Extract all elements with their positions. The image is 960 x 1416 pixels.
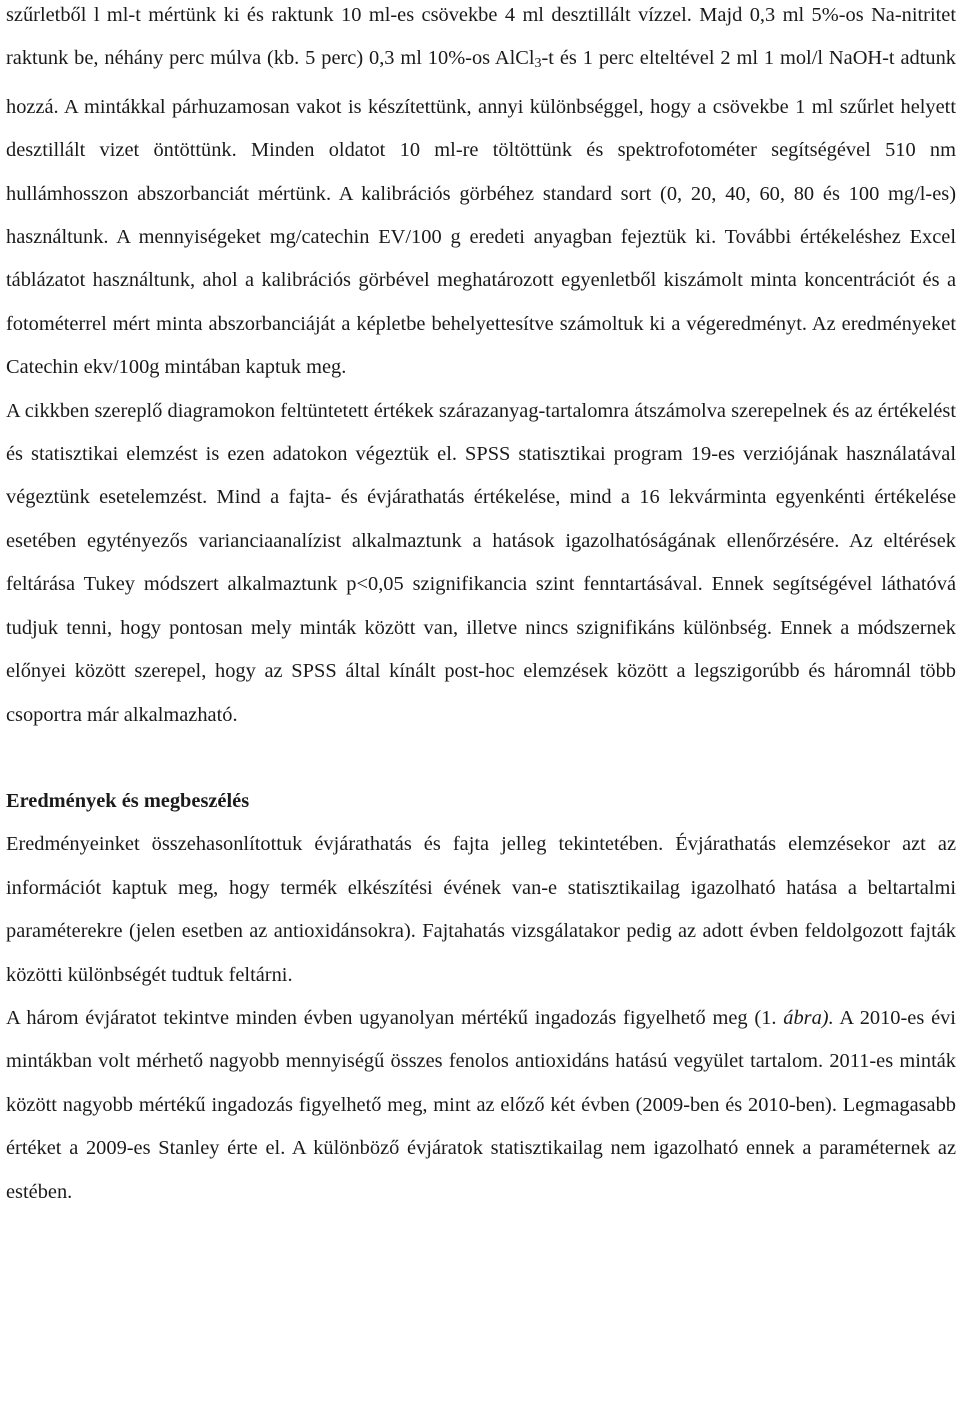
section-heading-results: Eredmények és megbeszélés [6, 789, 250, 812]
paragraph-text-part: szűrletből l ml-t mértünk ki és raktunk 10 ml-es csövekbe 4 ml desztillált vízzel. Majd 0,3 ml 5%-os Na-nitritet raktunk be, néhány perc múlva (kb. 5 perc) 0,3 ml 10%-os AlCl [6, 4, 956, 70]
paragraph-method-flavonoid [6, 0, 956, 390]
paragraph-text-part: A három évjáratot tekintve minden évben ugyanolyan mértékű ingadozás figyelhető meg (1. [6, 1006, 784, 1029]
paragraph-method-statistics: A cikkben szereplő diagramokon feltüntetett értékek szárazanyag-tartalomra átszámolva szerepelnek és az értékelést és statisztikai elemzést is ezen adatokon végeztük el. SPSS statisztikai program 19-es verziójának használatával végeztünk esetelemzést. Mind a fajta- és évjárathatás értékelése, mind a 16 lekvárminta egyenkénti értékelése esetében egytényezős varianciaanalízist alkalmaztunk a hatások igazolhatóságának ellenőrzésére. Az eltérések feltárása Tukey módszert alkalmaztunk p<0,05 szignifikancia szint fenntartásával. Ennek segítségével láthatóvá tudjuk tenni, hogy pontosan mely minták között van, illetve nincs szignifikáns különbség. Ennek a módszernek előnyei között szerepel, hogy az SPSS által kínált post-hoc elemzések között a legszigorúbb és háromnál több csoportra már alkalmazható. [6, 399, 956, 726]
figure-reference: ábra). [783, 1006, 834, 1029]
paragraph-text-part: A 2010-es évi mintákban volt mérhető nagyobb mennyiségű összes fenolos antioxidáns hatású vegyület tartalom. 2011-es minták között nagyobb mértékű ingadozás figyelhető meg, mint az előző két évben (2009-ben és 2010-ben). Legmagasabb értéket a 2009-es Stanley érte el. A különböző évjáratok statisztikailag nem igazolható ennek a paraméternek az estében. [6, 1006, 956, 1203]
paragraph-results-vintage [6, 997, 956, 1214]
paragraph-results-intro: Eredményeinket összehasonlítottuk évjárathatás és fajta jelleg tekintetében. Évjárathatás elemzésekor azt az információt kaptuk meg, hogy termék elkészítési évének van-e statisztikailag igazolható hatása a beltartalmi paraméterekre (jelen esetben az antioxidánsokra). Fajtahatás vizsgálatakor pedig az adott évben feldolgozott fajták közötti különbségét tudtuk feltárni. [6, 833, 956, 986]
subscript-text: 3 [534, 56, 542, 72]
paragraph-text-part: -t és 1 perc elteltével 2 ml 1 mol/l NaOH-t adtunk hozzá. A mintákkal párhuzamosan vakot is készítettünk, annyi különbséggel, hogy a csövekbe 1 ml szűrlet helyett desztillált vizet öntöttünk. Minden oldatot 10 ml-re töltöttünk és spektrofotométer segítségével 510 nm hullámhosszon abszorbanciát mértünk. A kalibrációs görbéhez standard sort (0, 20, 40, 60, 80 és 100 mg/l-es) használtunk. A mennyiségeket mg/catechin EV/100 g eredeti anyagban fejeztük ki. További értékeléshez Excel táblázatot használtunk, ahol a kalibrációs görbével meghatározott egyenletből kiszámolt minta koncentrációt és a fotométerrel mért minta abszorbanciáját a képletbe behelyettesítve számoltuk ki a végeredményt. Az eredményeket Catechin ekv/100g mintában kaptuk meg. [6, 47, 956, 379]
